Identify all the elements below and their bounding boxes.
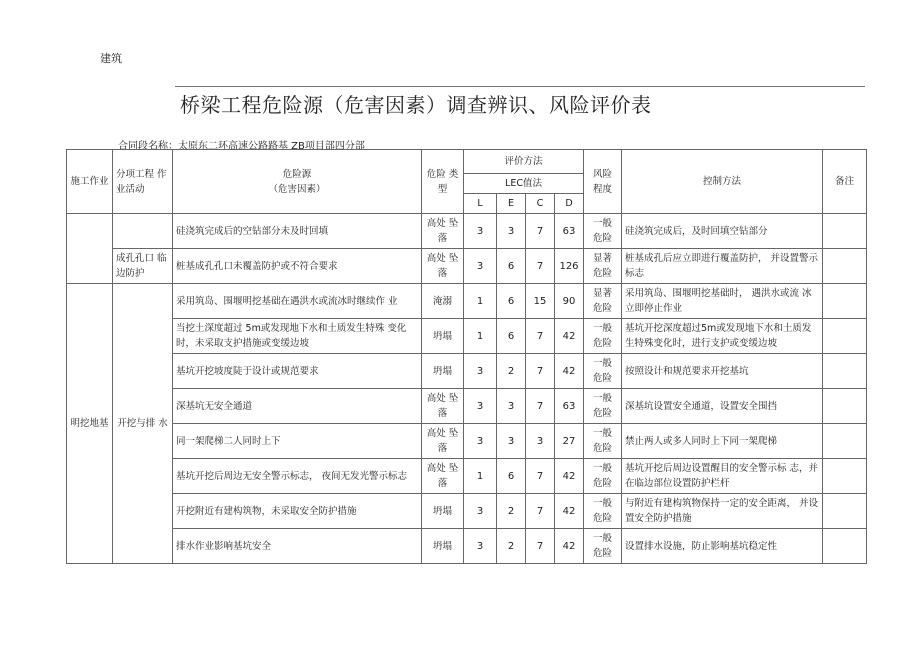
control-cell: 禁止两人或多人同时上下同一架爬梯 — [622, 424, 823, 459]
contract-line: 合同段名称：太原东二环高速公路路基 ZB项目部四分部 — [118, 141, 365, 152]
risk-cell: 一般 危险 — [584, 494, 622, 529]
risk-cell: 显著 危险 — [584, 284, 622, 319]
table-row — [67, 389, 867, 424]
risk-cell: 一般 危险 — [584, 529, 622, 564]
header-hazard-main: 危险源 — [282, 168, 312, 180]
c-cell: 15 — [526, 284, 555, 319]
note-cell — [823, 424, 867, 459]
hazard-cell: 同一架爬梯二人同时上下 — [173, 424, 422, 459]
risk-cell: 一般 危险 — [584, 389, 622, 424]
e-cell: 3 — [497, 424, 526, 459]
sub-work-cell-empty — [113, 214, 173, 249]
header-hazard — [173, 150, 422, 214]
risk-cell: 一般 危险 — [584, 319, 622, 354]
note-cell — [823, 284, 867, 319]
table-row — [67, 319, 867, 354]
risk-cell: 一般 危险 — [584, 424, 622, 459]
l-cell: 1 — [464, 319, 497, 354]
l-cell: 1 — [464, 459, 497, 494]
type-cell: 坍塌 — [422, 354, 464, 389]
c-cell: 7 — [526, 529, 555, 564]
header-control: 控制方法 — [622, 150, 823, 214]
hazard-cell: 硅浇筑完成后的空钻部分未及时回填 — [173, 214, 422, 249]
work-cell-empty — [67, 214, 113, 284]
control-cell: 采用筑岛、围堰明挖基础时， 遇洪水或流 冰立即停止作业 — [622, 284, 823, 319]
control-cell: 硅浇筑完成后，及时回填空钻部分 — [622, 214, 823, 249]
table-row — [67, 459, 867, 494]
sub-work-group-1: 成孔孔口 临边防护 — [113, 249, 173, 284]
d-cell: 63 — [555, 214, 584, 249]
control-cell: 桩基成孔后应立即进行覆盖防护， 并设置警示标志 — [622, 249, 823, 284]
type-cell: 高处 坠落 — [422, 424, 464, 459]
work-group-2: 明挖地基 — [67, 284, 113, 564]
l-cell: 3 — [464, 214, 497, 249]
e-cell: 6 — [497, 319, 526, 354]
c-cell: 7 — [526, 459, 555, 494]
control-cell: 基坑开挖深度超过5m或发现地下水和土质发 生特殊变化时，进行支护或变缓边坡 — [622, 319, 823, 354]
control-cell: 深基坑设置安全通道，设置安全围挡 — [622, 389, 823, 424]
l-cell: 3 — [464, 389, 497, 424]
d-cell: 63 — [555, 389, 584, 424]
header-rule — [175, 86, 865, 87]
header-hazard-sub: （危害因素） — [268, 183, 326, 195]
c-cell: 7 — [526, 319, 555, 354]
l-cell: 3 — [464, 354, 497, 389]
note-cell — [823, 459, 867, 494]
header-eval: 评价方法 — [464, 150, 584, 174]
note-cell — [823, 249, 867, 284]
c-cell: 7 — [526, 354, 555, 389]
table-row — [67, 249, 867, 284]
type-cell: 坍塌 — [422, 494, 464, 529]
header-type: 危险 类型 — [422, 150, 464, 214]
d-cell: 126 — [555, 249, 584, 284]
e-cell: 3 — [497, 389, 526, 424]
note-cell — [823, 354, 867, 389]
l-cell: 3 — [464, 494, 497, 529]
type-cell: 高处 坠落 — [422, 214, 464, 249]
l-cell: 3 — [464, 249, 497, 284]
table-row — [67, 284, 867, 319]
header-work: 施工作业 — [67, 150, 113, 214]
risk-cell: 显著 危险 — [584, 249, 622, 284]
control-cell: 按照设计和规范要求开挖基坑 — [622, 354, 823, 389]
e-cell: 3 — [497, 214, 526, 249]
hazard-cell: 排水作业影响基坑安全 — [173, 529, 422, 564]
header-label: 建筑 — [100, 52, 122, 65]
note-cell — [823, 389, 867, 424]
c-cell: 3 — [526, 424, 555, 459]
note-cell — [823, 529, 867, 564]
note-cell — [823, 214, 867, 249]
d-cell: 42 — [555, 354, 584, 389]
type-cell: 坍塌 — [422, 529, 464, 564]
risk-cell: 一般 危险 — [584, 459, 622, 494]
table-row — [67, 354, 867, 389]
c-cell: 7 — [526, 214, 555, 249]
type-cell: 高处 坠落 — [422, 459, 464, 494]
control-cell: 设置排水设施，防止影响基坑稳定性 — [622, 529, 823, 564]
note-cell — [823, 319, 867, 354]
l-cell: 3 — [464, 529, 497, 564]
type-cell: 高处 坠落 — [422, 389, 464, 424]
table-row — [67, 214, 867, 249]
control-cell: 基坑开挖后周边设置醒目的安全警示标 志，并在临边部位设置防护栏杆 — [622, 459, 823, 494]
table-row — [67, 494, 867, 529]
type-cell: 淹溺 — [422, 284, 464, 319]
header-lec: LEC值法 — [464, 174, 584, 194]
e-cell: 2 — [497, 494, 526, 529]
header-e: E — [497, 194, 526, 214]
risk-cell: 一般 危险 — [584, 354, 622, 389]
hazard-cell: 当挖土深度超过 5m或发现地下水和土质发生特殊 变化时，未采取支护措施或变缓边坡 — [173, 319, 422, 354]
d-cell: 42 — [555, 529, 584, 564]
header-note: 备注 — [823, 150, 867, 214]
type-cell: 坍塌 — [422, 319, 464, 354]
risk-cell: 一般 危险 — [584, 214, 622, 249]
d-cell: 42 — [555, 494, 584, 529]
note-cell — [823, 494, 867, 529]
e-cell: 2 — [497, 529, 526, 564]
control-cell: 与附近有建构筑物保持一定的安全距离， 并设置安全防护措施 — [622, 494, 823, 529]
hazard-cell: 基坑开挖坡度陡于设计或规范要求 — [173, 354, 422, 389]
l-cell: 3 — [464, 424, 497, 459]
c-cell: 7 — [526, 249, 555, 284]
header-c: C — [526, 194, 555, 214]
hazard-cell: 基坑开挖后周边无安全警示标志， 夜间无发光警示标志 — [173, 459, 422, 494]
d-cell: 27 — [555, 424, 584, 459]
l-cell: 1 — [464, 284, 497, 319]
header-sub-work: 分项工程 作业活动 — [113, 150, 173, 214]
risk-table — [66, 149, 867, 564]
hazard-cell: 开挖附近有建构筑物，未采取安全防护措施 — [173, 494, 422, 529]
header-d: D — [555, 194, 584, 214]
c-cell: 7 — [526, 494, 555, 529]
header-l: L — [464, 194, 497, 214]
c-cell: 7 — [526, 389, 555, 424]
hazard-cell: 深基坑无安全通道 — [173, 389, 422, 424]
table-row — [67, 529, 867, 564]
hazard-cell: 桩基成孔孔口未覆盖防护或不符合要求 — [173, 249, 422, 284]
d-cell: 42 — [555, 459, 584, 494]
page-title: 桥梁工程危险源（危害因素）调查辨识、风险评价表 — [180, 93, 652, 117]
e-cell: 2 — [497, 354, 526, 389]
table-row — [67, 424, 867, 459]
header-risk: 风险 程度 — [584, 150, 622, 214]
e-cell: 6 — [497, 459, 526, 494]
d-cell: 42 — [555, 319, 584, 354]
e-cell: 6 — [497, 249, 526, 284]
type-cell: 高处 坠落 — [422, 249, 464, 284]
e-cell: 6 — [497, 284, 526, 319]
sub-work-group-2: 开挖与排 水 — [113, 284, 173, 564]
d-cell: 90 — [555, 284, 584, 319]
hazard-cell: 采用筑岛、围堰明挖基础在遇洪水或流冰时继续作 业 — [173, 284, 422, 319]
